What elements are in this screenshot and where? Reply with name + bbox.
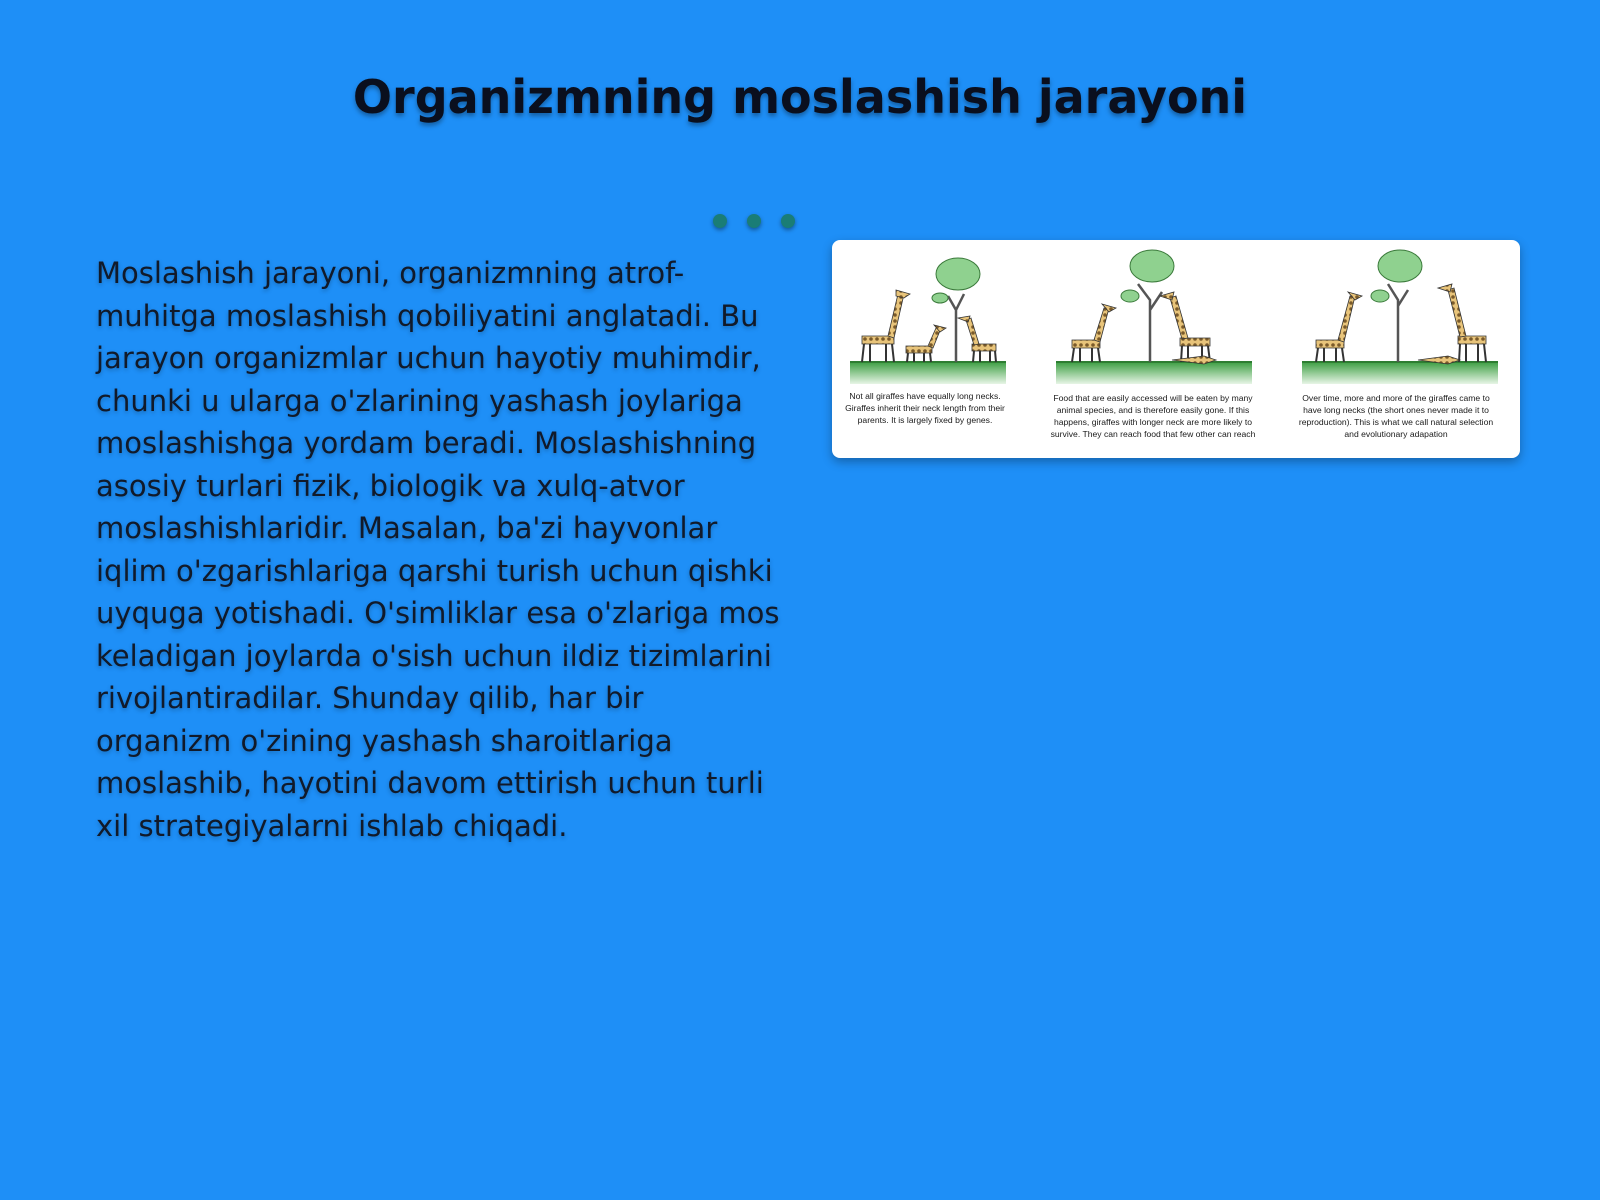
panel-1-scene <box>850 258 1006 384</box>
slide-title: Organizmning moslashish jarayoni <box>352 70 1248 124</box>
panel-3-scene <box>1302 250 1498 384</box>
panel-1-caption: Not all giraffes have equally long necks. Giraffes inherit their neck length from their parents. It is largely fixed by genes. <box>845 391 1005 425</box>
dot-icon <box>713 214 727 228</box>
dot-icon <box>781 214 795 228</box>
decorative-dots <box>713 214 795 228</box>
panel-3-caption: Over time, more and more of the giraffes came to have long necks (the short ones never made it to reproduction). This is what we call natural selection and evolutionary adapation <box>1298 393 1494 439</box>
panel-2-scene <box>1056 250 1252 384</box>
panel-2-caption: Food that are easily accessed will be eaten by many animal species, and is therefore easily gone. If this happens, giraffes with longer neck are more likely to survive. They can reach food that few other can reach <box>1050 393 1256 439</box>
slide-body-text: Moslashish jarayoni, organizmning atrof-muhitga moslashish qobiliyatini anglatadi. Bu jarayon organizmlar uchun hayotiy muhimdir, chunki u ularga o'zlarining yashash joylariga moslashishga yordam beradi. Moslashishning asosiy turlari fizik, biologik va xulq-atvor moslashishlaridir. Masalan, ba'zi hayvonlar iqlim o'zgarishlariga qarshi turish uchun qishki uyquga yotishadi. O'simliklar esa o'zlariga mos keladigan joylarda o'sish uchun ildiz tizimlarini rivojlantiradilar. Shunday qilib, har bir organizm o'zining yashash sharoitlariga moslashib, hayotini davom ettirish uchun turli xil strategiyalarni ishlab chiqadi. <box>96 256 780 843</box>
giraffe-evolution-illustration <box>832 240 1520 458</box>
dot-icon <box>747 214 761 228</box>
